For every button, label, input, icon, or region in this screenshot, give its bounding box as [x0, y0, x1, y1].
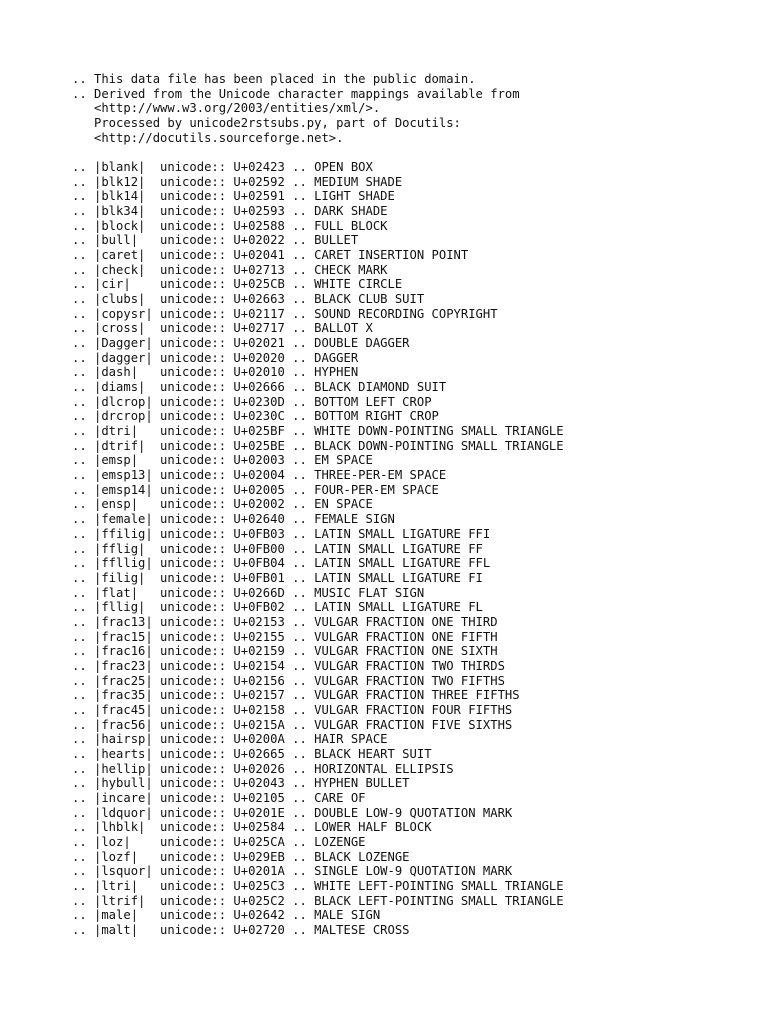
substitution-line: .. |fflig| unicode:: U+0FB00 .. LATIN SMALL LIGATURE FF [72, 541, 483, 556]
substitution-line: .. |cross| unicode:: U+02717 .. BALLOT X [72, 321, 373, 336]
substitution-line: .. |malt| unicode:: U+02720 .. MALTESE CROSS [72, 922, 410, 937]
substitution-line: .. |frac13| unicode:: U+02153 .. VULGAR FRACTION ONE THIRD [72, 614, 498, 629]
substitution-line: .. |frac15| unicode:: U+02155 .. VULGAR FRACTION ONE FIFTH [72, 629, 498, 644]
header-line: .. This data file has been placed in the public domain. [72, 72, 476, 86]
substitution-line: .. |dagger| unicode:: U+02020 .. DAGGER [72, 350, 359, 365]
substitution-line: .. |cir| unicode:: U+025CB .. WHITE CIRCLE [72, 277, 403, 292]
substitution-line: .. |blk12| unicode:: U+02592 .. MEDIUM SHADE [72, 174, 403, 189]
substitution-line: .. |ldquor| unicode:: U+0201E .. DOUBLE LOW-9 QUOTATION MARK [72, 805, 513, 820]
substitution-line: .. |frac45| unicode:: U+02158 .. VULGAR FRACTION FOUR FIFTHS [72, 702, 513, 717]
substitution-line: .. |frac16| unicode:: U+02159 .. VULGAR FRACTION ONE SIXTH [72, 644, 498, 659]
substitution-line: .. |check| unicode:: U+02713 .. CHECK MARK [72, 262, 388, 277]
substitution-line: .. |ensp| unicode:: U+02002 .. EN SPACE [72, 497, 373, 512]
substitution-line: .. |ltri| unicode:: U+025C3 .. WHITE LEFT-POINTING SMALL TRIANGLE [72, 878, 564, 893]
substitution-line: .. |blank| unicode:: U+02423 .. OPEN BOX [72, 160, 373, 175]
substitution-line: .. |ltrif| unicode:: U+025C2 .. BLACK LEFT-POINTING SMALL TRIANGLE [72, 893, 564, 908]
substitution-line: .. |copysr| unicode:: U+02117 .. SOUND RECORDING COPYRIGHT [72, 306, 498, 321]
substitution-line: .. |drcrop| unicode:: U+0230C .. BOTTOM RIGHT CROP [72, 409, 439, 424]
header-comment [72, 72, 752, 145]
substitution-line: .. |lsquor| unicode:: U+0201A .. SINGLE LOW-9 QUOTATION MARK [72, 864, 513, 879]
substitution-list [72, 160, 752, 938]
substitution-line: .. |hairsp| unicode:: U+0200A .. HAIR SPACE [72, 732, 388, 747]
substitution-line: .. |dtri| unicode:: U+025BF .. WHITE DOWN-POINTING SMALL TRIANGLE [72, 424, 564, 439]
substitution-line: .. |male| unicode:: U+02642 .. MALE SIGN [72, 908, 381, 923]
substitution-line: .. |incare| unicode:: U+02105 .. CARE OF [72, 790, 366, 805]
substitution-line: .. |dash| unicode:: U+02010 .. HYPHEN [72, 365, 359, 380]
substitution-line: .. |female| unicode:: U+02640 .. FEMALE SIGN [72, 512, 395, 527]
substitution-line: .. |frac23| unicode:: U+02154 .. VULGAR FRACTION TWO THIRDS [72, 658, 505, 673]
substitution-line: .. |fllig| unicode:: U+0FB02 .. LATIN SMALL LIGATURE FL [72, 600, 483, 615]
substitution-line: .. |ffilig| unicode:: U+0FB03 .. LATIN SMALL LIGATURE FFI [72, 526, 491, 541]
substitution-line: .. |filig| unicode:: U+0FB01 .. LATIN SMALL LIGATURE FI [72, 570, 483, 585]
substitution-line: .. |dlcrop| unicode:: U+0230D .. BOTTOM LEFT CROP [72, 394, 432, 409]
header-line: <http://www.w3.org/2003/entities/xml/>. [72, 101, 381, 116]
substitution-line: .. |lhblk| unicode:: U+02584 .. LOWER HALF BLOCK [72, 820, 432, 835]
substitution-line: .. |blk34| unicode:: U+02593 .. DARK SHADE [72, 204, 388, 219]
spacer [72, 145, 752, 160]
header-line: Processed by unicode2rstsubs.py, part of Docutils: [72, 116, 461, 131]
substitution-line: .. |hearts| unicode:: U+02665 .. BLACK HEART SUIT [72, 746, 432, 761]
substitution-line: .. |loz| unicode:: U+025CA .. LOZENGE [72, 834, 366, 849]
substitution-line: .. |flat| unicode:: U+0266D .. MUSIC FLAT SIGN [72, 585, 425, 600]
substitution-line: .. |bull| unicode:: U+02022 .. BULLET [72, 233, 359, 248]
substitution-line: .. |emsp14| unicode:: U+02005 .. FOUR-PER-EM SPACE [72, 482, 439, 497]
substitution-line: .. |clubs| unicode:: U+02663 .. BLACK CLUB SUIT [72, 292, 425, 307]
substitution-line: .. |diams| unicode:: U+02666 .. BLACK DIAMOND SUIT [72, 380, 447, 395]
header-line: .. Derived from the Unicode character mappings available from [72, 86, 520, 101]
substitution-line: .. |frac56| unicode:: U+0215A .. VULGAR FRACTION FIVE SIXTHS [72, 717, 513, 732]
substitution-line: .. |blk14| unicode:: U+02591 .. LIGHT SHADE [72, 189, 395, 204]
substitution-line: .. |block| unicode:: U+02588 .. FULL BLOCK [72, 218, 388, 233]
document-text [72, 72, 752, 938]
substitution-line: .. |caret| unicode:: U+02041 .. CARET INSERTION POINT [72, 248, 469, 263]
header-line: <http://docutils.sourceforge.net>. [72, 130, 344, 145]
substitution-line: .. |ffllig| unicode:: U+0FB04 .. LATIN SMALL LIGATURE FFL [72, 556, 491, 571]
substitution-line: .. |frac35| unicode:: U+02157 .. VULGAR FRACTION THREE FIFTHS [72, 688, 520, 703]
substitution-line: .. |lozf| unicode:: U+029EB .. BLACK LOZENGE [72, 849, 410, 864]
substitution-line: .. |frac25| unicode:: U+02156 .. VULGAR FRACTION TWO FIFTHS [72, 673, 505, 688]
substitution-line: .. |hellip| unicode:: U+02026 .. HORIZONTAL ELLIPSIS [72, 761, 454, 776]
substitution-line: .. |emsp| unicode:: U+02003 .. EM SPACE [72, 453, 373, 468]
substitution-line: .. |dtrif| unicode:: U+025BE .. BLACK DOWN-POINTING SMALL TRIANGLE [72, 438, 564, 453]
substitution-line: .. |Dagger| unicode:: U+02021 .. DOUBLE DAGGER [72, 336, 410, 351]
substitution-line: .. |emsp13| unicode:: U+02004 .. THREE-PER-EM SPACE [72, 468, 447, 483]
substitution-line: .. |hybull| unicode:: U+02043 .. HYPHEN BULLET [72, 776, 410, 791]
